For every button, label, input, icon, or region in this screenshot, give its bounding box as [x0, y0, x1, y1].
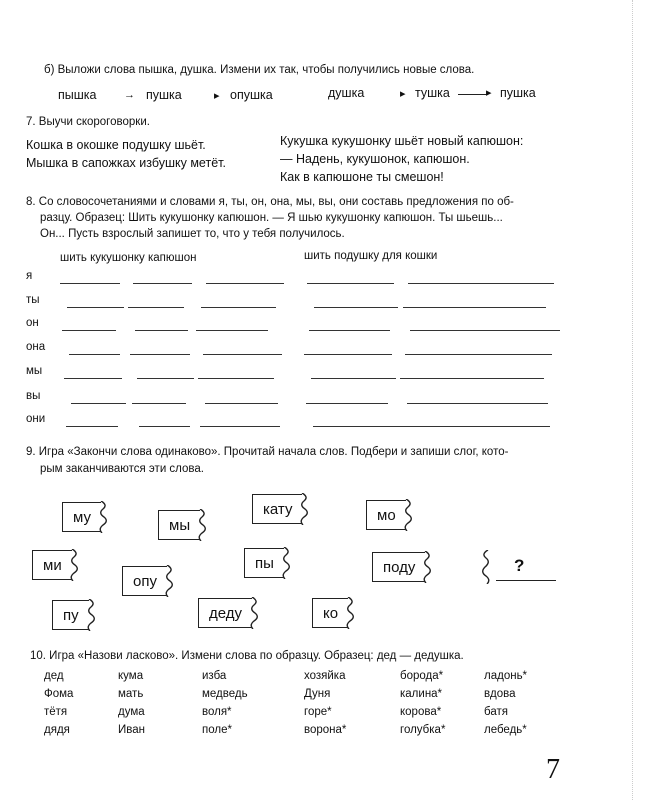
- answer-line[interactable]: [67, 307, 124, 308]
- card-text: пы: [255, 554, 274, 572]
- task10-word: калина*: [400, 688, 443, 700]
- wavy-edge-icon: [346, 597, 358, 629]
- answer-line[interactable]: [313, 426, 402, 427]
- answer-line[interactable]: [205, 403, 278, 404]
- answer-line[interactable]: [206, 283, 284, 284]
- task10-word: вдова: [484, 688, 516, 700]
- answer-line[interactable]: [137, 378, 194, 379]
- arrow-icon: ▸: [400, 88, 406, 100]
- answer-line[interactable]: [408, 283, 554, 284]
- task10-word: дядя: [44, 724, 70, 736]
- card-text: мы: [169, 516, 191, 534]
- task10-word: батя: [484, 706, 508, 718]
- syllable-card-pu: [52, 600, 89, 630]
- card-text: кату: [263, 500, 293, 518]
- syllable-card-katu: [252, 494, 302, 524]
- page-number: 7: [546, 754, 560, 785]
- answer-line[interactable]: [62, 330, 116, 331]
- answer-line[interactable]: [135, 330, 188, 331]
- wavy-edge-icon: [423, 551, 435, 583]
- chain2-word-2: тушка: [415, 86, 450, 100]
- task10-word: тётя: [44, 706, 68, 718]
- arrow-icon: →: [124, 89, 135, 101]
- task10-title: 10. Игра «Назови ласково». Измени слова по образцу. Образец: дед — дедушка.: [30, 650, 464, 662]
- task10-word: ладонь*: [484, 670, 528, 682]
- card-text: ко: [323, 604, 339, 622]
- answer-line[interactable]: [405, 354, 552, 355]
- answer-line[interactable]: [314, 307, 398, 308]
- answer-line[interactable]: [69, 354, 120, 355]
- task10-word: голубка*: [400, 724, 446, 736]
- answer-line[interactable]: [196, 330, 268, 331]
- task10-word: Фома: [44, 688, 74, 700]
- answer-line[interactable]: [203, 354, 282, 355]
- wavy-edge-icon: [300, 493, 312, 525]
- answer-line[interactable]: [410, 330, 560, 331]
- task9-line2: рым заканчиваются эти слова.: [40, 463, 204, 475]
- card-text: ми: [43, 556, 62, 574]
- answer-line[interactable]: [306, 403, 388, 404]
- task8-column1-header: шить кукушонку капюшон: [60, 252, 197, 264]
- card-text: опу: [133, 572, 157, 590]
- wavy-edge-icon: [165, 565, 177, 597]
- syllable-card-opu: [122, 566, 167, 596]
- task8-line3: Он... Пусть взрослый запишет то, что у тебя получилось.: [40, 228, 345, 240]
- task8-line1: 8. Со словосочетаниями и словами я, ты, он, она, мы, вы, они составь предложения по об-: [26, 196, 514, 208]
- answer-line[interactable]: [400, 378, 544, 379]
- card-text: пу: [63, 606, 79, 624]
- syllable-card-dedu: [198, 598, 252, 628]
- answer-line[interactable]: [132, 403, 186, 404]
- card-text: му: [73, 508, 91, 526]
- task6b-instruction: б) Выложи слова пышка, душка. Измени их так, чтобы получились новые слова.: [44, 64, 475, 76]
- chain1-word-3: опушка: [230, 88, 273, 102]
- wavy-edge-icon: [282, 547, 294, 579]
- wavy-edge-icon: [198, 509, 210, 541]
- answer-line[interactable]: [407, 403, 548, 404]
- chain1-word-1: пышка: [58, 88, 97, 102]
- answer-line[interactable]: [139, 426, 190, 427]
- arrow-icon: ▸: [486, 87, 492, 99]
- syllable-card-mi: [32, 550, 72, 580]
- answer-line[interactable]: [402, 426, 550, 427]
- wavy-edge-icon: [404, 499, 416, 531]
- answer-line[interactable]: [311, 378, 396, 379]
- task10-word: мать: [118, 688, 144, 700]
- answer-line[interactable]: [200, 426, 280, 427]
- syllable-card-mu: [62, 502, 101, 532]
- pronoun-label: я: [26, 270, 33, 282]
- tongue-twister-right-1: Кукушка кукушонку шьёт новый капюшон:: [280, 134, 524, 148]
- task10-word: дед: [44, 670, 64, 682]
- syllable-card-my: [158, 510, 200, 540]
- task10-word: корова*: [400, 706, 442, 718]
- answer-line[interactable]: [66, 426, 118, 427]
- answer-line[interactable]: [133, 283, 192, 284]
- task7-title: 7. Выучи скороговорки.: [26, 116, 150, 128]
- pronoun-label: мы: [26, 365, 43, 377]
- task10-word: хозяйка: [304, 670, 346, 682]
- task10-word: кума: [118, 670, 144, 682]
- answer-line[interactable]: [71, 403, 126, 404]
- answer-line[interactable]: [309, 330, 390, 331]
- task9-line1: 9. Игра «Закончи слова одинаково». Прочитай начала слов. Подбери и запиши слог, кото-: [26, 446, 509, 458]
- pronoun-label: она: [26, 341, 46, 353]
- task10-word: Иван: [118, 724, 145, 736]
- answer-line[interactable]: [198, 378, 274, 379]
- wavy-edge-icon: [250, 597, 262, 629]
- wavy-edge-icon: [70, 549, 82, 581]
- answer-line[interactable]: [128, 307, 184, 308]
- task10-word: лебедь*: [484, 724, 527, 736]
- task10-word: воля*: [202, 706, 232, 718]
- answer-line[interactable]: [403, 307, 546, 308]
- task10-word: борода*: [400, 670, 444, 682]
- task10-word: ворона*: [304, 724, 347, 736]
- arrow-icon: ▸: [214, 90, 220, 102]
- syllable-card-mo: [366, 500, 406, 530]
- wavy-edge-icon: [478, 550, 492, 584]
- arrow-line: [458, 94, 488, 95]
- tongue-twister-left-1: Кошка в окошке подушку шьёт.: [26, 138, 206, 152]
- answer-line[interactable]: [304, 354, 392, 355]
- card-text: деду: [209, 604, 243, 622]
- tongue-twister-left-2: Мышка в сапожках избушку метёт.: [26, 156, 226, 170]
- pronoun-label: вы: [26, 390, 41, 402]
- pronoun-label: ты: [26, 294, 40, 306]
- wavy-edge-icon: [99, 501, 111, 533]
- task10-word: изба: [202, 670, 227, 682]
- answer-line[interactable]: [64, 378, 122, 379]
- card-text: мо: [377, 506, 396, 524]
- task10-word: поле*: [202, 724, 232, 736]
- answer-line[interactable]: [60, 283, 120, 284]
- chain2-word-3: пушка: [500, 86, 536, 100]
- task10-word: медведь: [202, 688, 248, 700]
- scan-edge: [632, 0, 634, 800]
- pronoun-label: он: [26, 317, 39, 329]
- pronoun-label: они: [26, 413, 46, 425]
- syllable-card-py: [244, 548, 284, 578]
- task8-line2: разцу. Образец: Шить кукушонку капюшон. — Я шью кукушонку капюшон. Ты шьешь...: [40, 212, 503, 224]
- wavy-edge-icon: [87, 599, 99, 631]
- tongue-twister-right-2: — Надень, кукушонок, капюшон.: [280, 152, 470, 166]
- answer-line[interactable]: [307, 283, 394, 284]
- task8-column2-header: шить подушку для кошки: [304, 250, 438, 262]
- task10-word: дума: [118, 706, 145, 718]
- tongue-twister-right-3: Как в капюшоне ты смешон!: [280, 170, 444, 184]
- answer-line[interactable]: [130, 354, 190, 355]
- card-text: поду: [383, 558, 416, 576]
- task10-word: горе*: [304, 706, 332, 718]
- syllable-card-podu: [372, 552, 425, 582]
- question-mark: ?: [514, 556, 525, 575]
- chain1-word-2: пушка: [146, 88, 182, 102]
- syllable-card-ko: [312, 598, 348, 628]
- task10-word: Дуня: [304, 688, 331, 700]
- chain2-word-1: душка: [328, 86, 365, 100]
- answer-line[interactable]: [201, 307, 276, 308]
- answer-line[interactable]: [496, 580, 556, 581]
